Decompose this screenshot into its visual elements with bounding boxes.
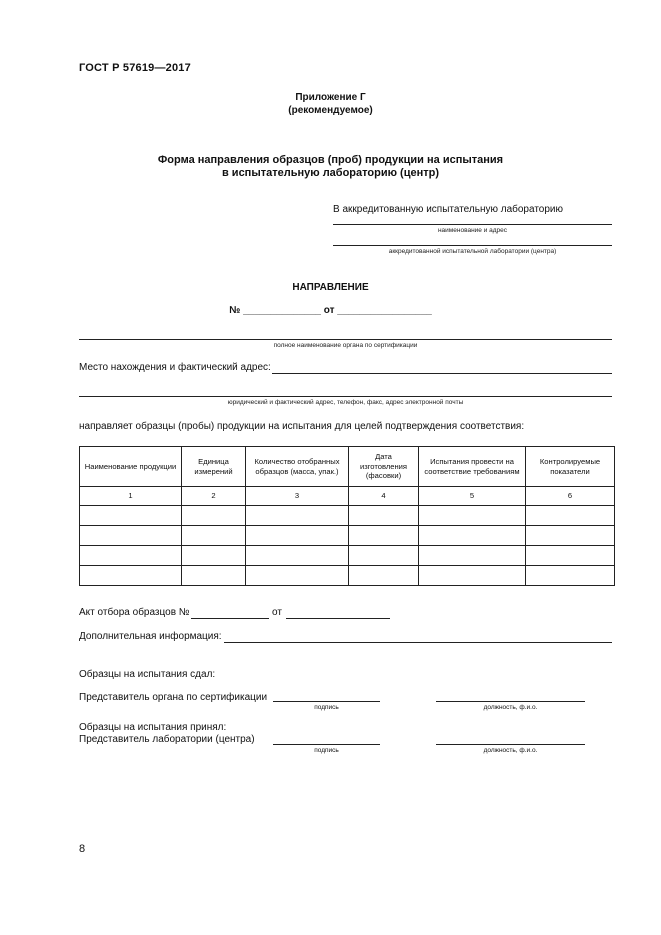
header-cell: Количество отобранных образцов (масса, упак.) (246, 447, 349, 487)
location-caption: юридический и фактический адрес, телефон, факс, адрес электронной почты (227, 399, 464, 406)
document-id: ГОСТ Р 57619—2017 (79, 62, 191, 74)
addressee-line-2[interactable] (333, 245, 612, 246)
header-cell: Наименование продукции (80, 447, 182, 487)
column-number: 4 (349, 487, 419, 506)
cert-sign-line[interactable] (273, 701, 380, 702)
table-cell[interactable] (526, 546, 615, 566)
annex-subtitle: (рекомендуемое) (288, 105, 373, 116)
table-cell[interactable] (182, 506, 246, 526)
form-title-line2: в испытательную лабораторию (центр) (221, 167, 439, 179)
table-row (80, 566, 615, 586)
column-number: 1 (80, 487, 182, 506)
table-cell[interactable] (246, 546, 349, 566)
table-cell[interactable] (526, 566, 615, 586)
table-cell[interactable] (526, 506, 615, 526)
samples-table (79, 446, 615, 586)
table-cell[interactable] (349, 506, 419, 526)
table-cell[interactable] (80, 526, 182, 546)
received-label: Образцы на испытания принял: (79, 722, 227, 733)
addressee-caption-2: аккредитованной испытательной лаборатории (центра) (388, 248, 557, 255)
location-line-2[interactable] (79, 396, 612, 397)
table-header-row (80, 447, 615, 487)
direction-heading: НАПРАВЛЕНИЕ (292, 282, 369, 293)
table-row (80, 506, 615, 526)
act-from-label: от (272, 607, 282, 618)
annex-title: Приложение Г (295, 92, 366, 103)
extra-info-label: Дополнительная информация: (79, 631, 222, 642)
table-cell[interactable] (80, 546, 182, 566)
direction-number-line[interactable]: № ______________ от _________________ (229, 305, 432, 316)
location-line-1[interactable] (272, 373, 612, 374)
act-number-line[interactable] (191, 618, 269, 619)
cert-rep-label: Представитель органа по сертификации (79, 692, 268, 703)
given-label: Образцы на испытания сдал: (79, 669, 216, 680)
table-cell[interactable] (182, 566, 246, 586)
lab-sign-caption: подпись (314, 747, 339, 754)
org-name-caption: полное наименование органа по сертификации (273, 342, 418, 349)
table-cell[interactable] (419, 566, 526, 586)
cert-position-line[interactable] (436, 701, 585, 702)
lab-sign-line[interactable] (273, 744, 380, 745)
table-cell[interactable] (246, 526, 349, 546)
table-cell[interactable] (349, 546, 419, 566)
header-cell: Испытания провести на соответствие требованиям (419, 447, 526, 487)
sends-text: направляет образцы (пробы) продукции на испытания для целей подтверждения соответствия: (79, 421, 525, 432)
table-cell[interactable] (246, 506, 349, 526)
lab-position-caption: должность, ф.и.о. (483, 747, 538, 754)
table-cell[interactable] (182, 546, 246, 566)
table-cell[interactable] (80, 566, 182, 586)
table-cell[interactable] (246, 566, 349, 586)
act-label: Акт отбора образцов № (79, 607, 190, 618)
page-number: 8 (79, 843, 86, 855)
table-cell[interactable] (349, 566, 419, 586)
table-row (80, 546, 615, 566)
table-cell[interactable] (419, 506, 526, 526)
column-number: 6 (526, 487, 615, 506)
addressee-line-1[interactable] (333, 224, 612, 225)
extra-info-line[interactable] (224, 642, 612, 643)
column-number: 2 (182, 487, 246, 506)
table-cell[interactable] (419, 526, 526, 546)
header-cell: Контролируемые показатели (526, 447, 615, 487)
header-cell: Единица измерений (182, 447, 246, 487)
table-cell[interactable] (80, 506, 182, 526)
table-number-row (80, 487, 615, 506)
addressee-caption-1: наименование и адрес (437, 227, 508, 234)
cert-sign-caption: подпись (314, 704, 339, 711)
column-number: 3 (246, 487, 349, 506)
org-name-line[interactable] (79, 339, 612, 340)
act-date-line[interactable] (286, 618, 390, 619)
table-cell[interactable] (526, 526, 615, 546)
table-cell[interactable] (182, 526, 246, 546)
header-cell: Дата изготовления (фасовки) (349, 447, 419, 487)
cert-position-caption: должность, ф.и.о. (483, 704, 538, 711)
lab-rep-label: Представитель лаборатории (центра) (79, 734, 255, 745)
table-cell[interactable] (419, 546, 526, 566)
lab-position-line[interactable] (436, 744, 585, 745)
form-title-line1: Форма направления образцов (проб) продукции на испытания (157, 154, 504, 166)
location-label: Место нахождения и фактический адрес: (79, 362, 271, 373)
table-row (80, 526, 615, 546)
table-cell[interactable] (349, 526, 419, 546)
column-number: 5 (419, 487, 526, 506)
addressee-label: В аккредитованную испытательную лабораторию (333, 204, 564, 215)
